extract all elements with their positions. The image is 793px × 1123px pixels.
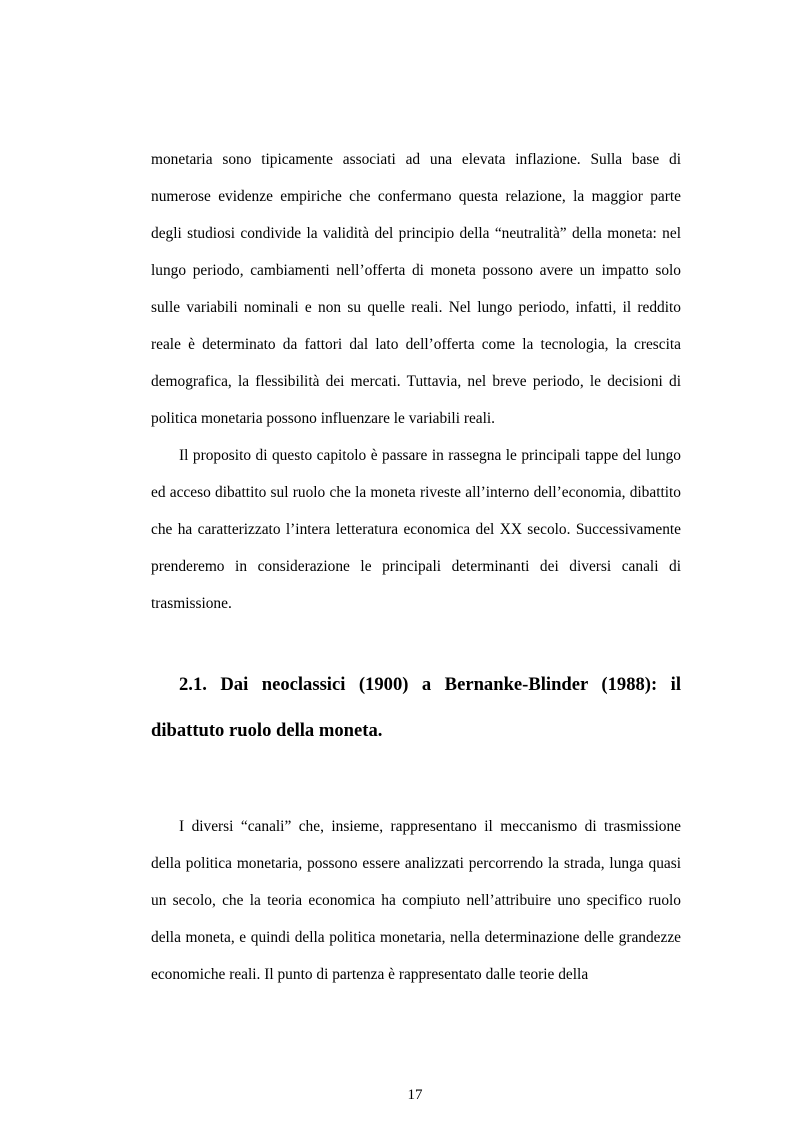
page-number: 17 <box>407 1087 423 1103</box>
section-heading: 2.1. Dai neoclassici (1900) a Bernanke-Blinder (1988): il dibattuto ruolo della moneta. <box>151 674 681 741</box>
paragraph-intro-continuation: monetaria sono tipicamente associati ad una elevata inflazione. Sulla base di numerose evidenze empiriche che confermano questa relazione, la maggior parte degli studiosi condivide la validità del principio della “neutralità” della moneta: nel lungo periodo, cambiamenti nell’offerta di moneta possono avere un impatto solo sulle variabili nominali e non su quelle reali. Nel lungo periodo, infatti, il reddito reale è determinato da fattori dal lato dell’offerta come la tecnologia, la crescita demografica, la flessibilità dei mercati. Tuttavia, nel breve periodo, le decisioni di politica monetaria possono influenzare le variabili reali. <box>151 151 681 427</box>
paragraph-chapter-purpose: Il proposito di questo capitolo è passare in rassegna le principali tappe del lungo ed acceso dibattito sul ruolo che la moneta riveste all’interno dell’economia, dibattito che ha caratterizzato l’intera letteratura economica del XX secolo. Successivamente prenderemo in considerazione le principali determinanti dei diversi canali di trasmissione. <box>151 447 681 612</box>
paragraph-section-body: I diversi “canali” che, insieme, rappresentano il meccanismo di trasmissione della politica monetaria, possono essere analizzati percorrendo la strada, lunga quasi un secolo, che la teoria economica ha compiuto nell’attribuire uno specifico ruolo della moneta, e quindi della politica monetaria, nella determinazione delle grandezze economiche reali. Il punto di partenza è rappresentato dalle teorie della <box>151 818 681 983</box>
